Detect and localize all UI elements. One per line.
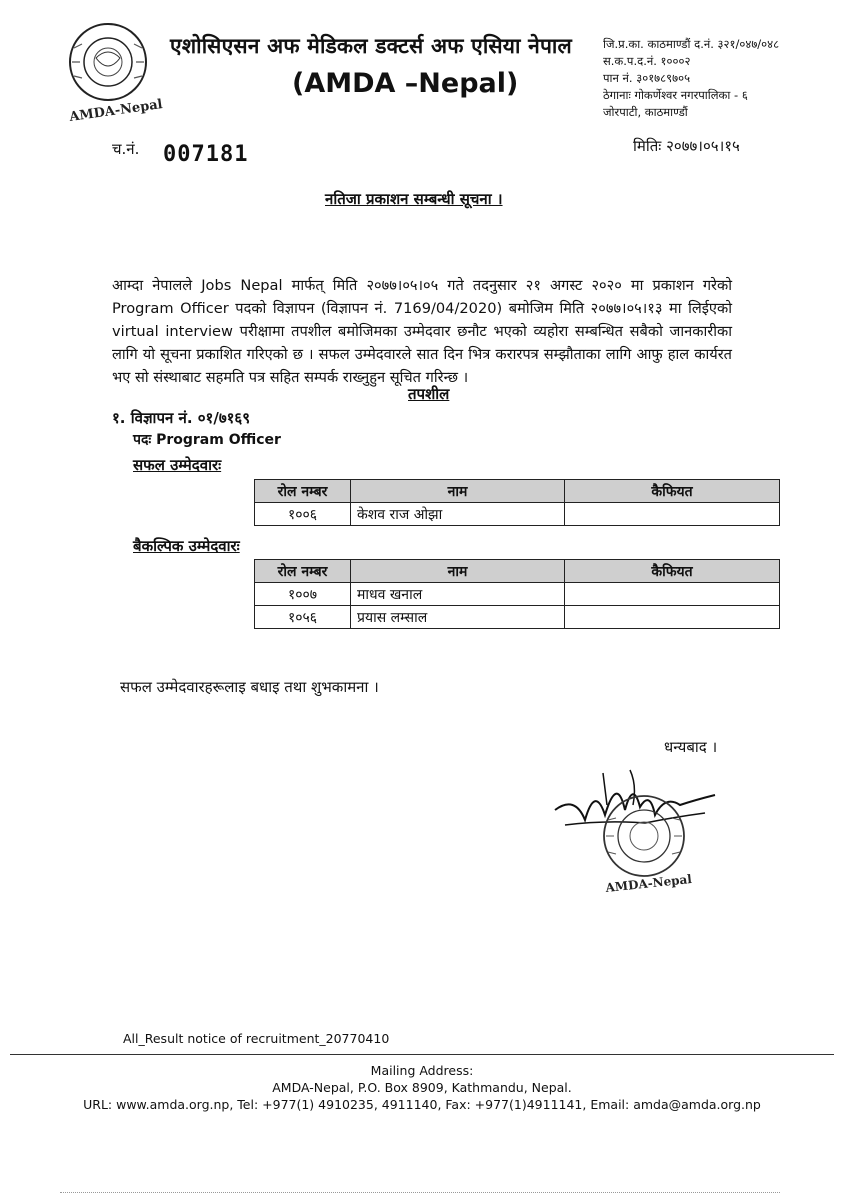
details-heading: तपशील: [408, 385, 450, 403]
header-roll: रोल नम्बर: [255, 560, 351, 583]
roll-number: १००६: [255, 503, 351, 526]
table-row: [255, 606, 780, 629]
advertisement-number: १. विज्ञापन नं. ०१/७१६९: [112, 409, 251, 427]
mailing-heading: Mailing Address:: [370, 1063, 474, 1078]
alternate-heading: बैकल्पिक उम्मेदवारः: [133, 537, 240, 555]
reference-number: 007181: [163, 142, 249, 167]
table-header-row: [255, 480, 780, 503]
registration-line: जि.प्र.का. काठमाण्डौं द.नं. ३२१/०४७/०४८: [603, 37, 780, 51]
candidate-name: माधव खनाल: [351, 583, 565, 606]
stamp-text: AMDA-Nepal: [604, 872, 693, 895]
roll-number: १००७: [255, 583, 351, 606]
header-remarks: कैफियत: [565, 480, 780, 503]
remarks: [565, 606, 780, 629]
table-row: [255, 583, 780, 606]
table-header-row: [255, 560, 780, 583]
remarks: [565, 503, 780, 526]
header-name: नाम: [351, 480, 565, 503]
header-roll: रोल नम्बर: [255, 480, 351, 503]
thanks-text: धन्यबाद ।: [664, 738, 718, 756]
contact-line: URL: www.amda.org.np, Tel: +977(1) 4910235, 4911140, Fax: +977(1)4911141, Email: amda@amda.org.np: [83, 1097, 761, 1112]
header-name: नाम: [351, 560, 565, 583]
remarks: [565, 583, 780, 606]
notice-date: मितिः २०७७।०५।१५: [633, 137, 740, 155]
registration-block: [603, 36, 779, 121]
notice-body: आम्दा नेपालले Jobs Nepal मार्फत् मिति २०७७।०५।०५ गते तदनुसार २१ अगस्ट २०२० मा प्रकाशन गरेको Program Officer पदको विज्ञापन (विज्ञापन नं. 7169/04/2020) बमोजिम मिति २०७७।०५।१३ मा लिईएको virtual interview परीक्षामा तपशील बमोजिमका उम्मेदवार छनौट भएको व्यहोरा सम्बन्धित सबैको जानकारीका लागि यो सूचना प्रकाशित गरिएको छ । सफल उम्मेदवारले सात दिन भित्र करारपत्र सम्झौताका लागि आफु हाल कार्यरत भए सो संस्थाबाट सहमति पत्र सहित सम्पर्क राख्नुहुन सूचित गरिन्छ ।: [112, 277, 732, 386]
congratulations-text: सफल उम्मेदवारहरूलाइ बधाइ तथा शुभकामना ।: [120, 678, 379, 696]
post-name: पदः Program Officer: [133, 432, 281, 448]
successful-table: [254, 479, 780, 526]
alternate-table: [254, 559, 780, 629]
successful-heading: सफल उम्मेदवारः: [133, 456, 222, 474]
registration-line: स.क.प.द.नं. १०००२: [603, 54, 691, 68]
roll-number: १०५६: [255, 606, 351, 629]
amda-logo: [60, 18, 170, 128]
header-remarks: कैफियत: [565, 560, 780, 583]
scan-edge: [60, 1192, 780, 1193]
official-stamp: [592, 788, 697, 898]
mailing-address: AMDA-Nepal, P.O. Box 8909, Kathmandu, Nepal.: [272, 1080, 572, 1095]
registration-line: जोरपाटी, काठमाण्डौं: [603, 105, 688, 119]
table-row: [255, 503, 780, 526]
reference-label: च.नं.: [112, 140, 140, 158]
org-name-english: (AMDA –Nepal): [292, 68, 519, 99]
org-name-nepali: एशोसिएसन अफ मेडिकल डक्टर्स अफ एसिया नेपाल: [170, 34, 572, 58]
candidate-name: केशव राज ओझा: [351, 503, 565, 526]
footer-divider: [10, 1054, 834, 1055]
logo-text: AMDA-Nepal: [68, 97, 164, 125]
registration-line: ठेगानाः गोकर्णेश्वर नगरपालिका - ६: [603, 88, 748, 102]
file-name: All_Result notice of recruitment_20770410: [123, 1031, 390, 1046]
candidate-name: प्रयास लम्साल: [351, 606, 565, 629]
registration-line: पान नं. ३०१७८९७०५: [603, 71, 691, 85]
notice-title: नतिजा प्रकाशन सम्बन्धी सूचना ।: [325, 190, 503, 208]
